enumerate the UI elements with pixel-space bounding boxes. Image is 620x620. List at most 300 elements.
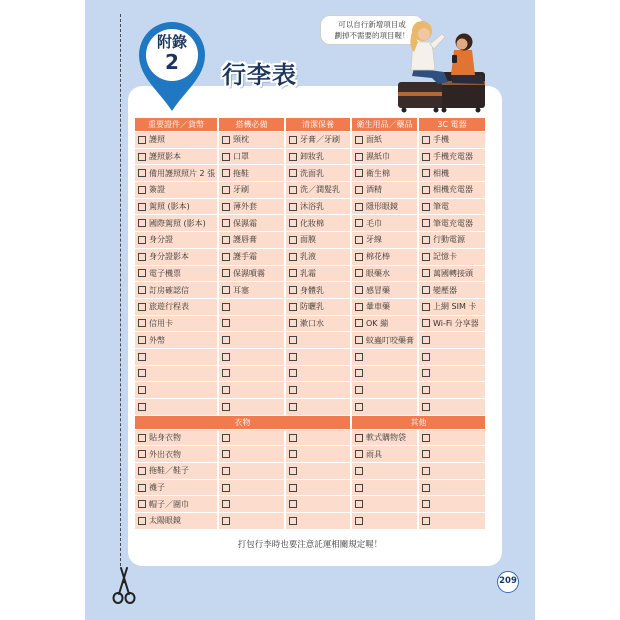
checkbox-icon: [138, 434, 146, 442]
checklist-item: [352, 232, 417, 248]
speech-bubble-line: 劃掉不需要的項目喔！: [334, 31, 410, 40]
checklist-item: [352, 496, 417, 512]
checklist-item: [219, 299, 284, 315]
checklist-item-label: 記憶卡: [433, 252, 457, 262]
footer-note: 打包行李時也要注意託運相關規定喔！: [237, 540, 383, 550]
checklist-item: [352, 299, 417, 315]
checklist-item-label: 外幣: [149, 335, 165, 345]
traveler-right: [451, 34, 484, 85]
checklist-item: [352, 165, 417, 181]
column-header: 重要證件／貨幣: [135, 118, 217, 131]
checklist-item: [352, 266, 417, 282]
checklist-item: [286, 316, 350, 332]
checkbox-icon: [138, 169, 146, 177]
checkbox-icon: [138, 319, 146, 327]
checkbox-icon: [355, 403, 363, 411]
checklist-item: [286, 513, 350, 529]
checklist-item: [286, 332, 350, 348]
checklist-item: [352, 316, 417, 332]
checklist-item: [419, 182, 485, 198]
checkbox-icon: [222, 253, 230, 261]
checklist-item: [135, 249, 217, 265]
checklist-item: [352, 215, 417, 231]
checkbox-icon: [222, 269, 230, 277]
checklist-item-label: 國際駕照 (影本): [149, 218, 206, 228]
checklist-item-label: 護手霜: [233, 252, 257, 262]
checkbox-icon: [138, 286, 146, 294]
checkbox-icon: [138, 336, 146, 344]
checklist-item: [419, 399, 485, 415]
checklist-item-label: 拖鞋: [233, 168, 249, 178]
checklist-item: [352, 132, 417, 148]
checkbox-icon: [222, 369, 230, 377]
checkbox-icon: [355, 467, 363, 475]
checklist-item-label: 保濕噴霧: [233, 268, 265, 278]
checklist-item: [219, 149, 284, 165]
checklist-item: [219, 132, 284, 148]
checklist-item: [135, 282, 217, 298]
checklist-item-label: 身體乳: [300, 285, 324, 295]
checklist-item: [419, 382, 485, 398]
checkbox-icon: [355, 269, 363, 277]
checkbox-icon: [138, 467, 146, 475]
checklist-item-label: 面膜: [300, 235, 316, 245]
checklist-item-label: 牙膏／牙刷: [300, 135, 340, 145]
checklist-table: [135, 118, 485, 529]
checkbox-icon: [138, 369, 146, 377]
checklist-item: [135, 513, 217, 529]
checkbox-icon: [355, 236, 363, 244]
checkbox-icon: [355, 517, 363, 525]
checkbox-icon: [138, 219, 146, 227]
checklist-item: [219, 182, 284, 198]
checklist-item: [352, 149, 417, 165]
checklist-item: [419, 430, 485, 446]
checkbox-icon: [138, 136, 146, 144]
checklist-item-label: 駕照 (影本): [149, 202, 190, 212]
checkbox-icon: [355, 136, 363, 144]
checklist-item-label: 卸妝乳: [300, 152, 324, 162]
checkbox-icon: [289, 319, 297, 327]
checkbox-icon: [289, 253, 297, 261]
checklist-item: [419, 480, 485, 496]
checkbox-icon: [422, 336, 430, 344]
page-title: 行李表: [222, 61, 297, 89]
checklist-item: [352, 349, 417, 365]
checkbox-icon: [222, 219, 230, 227]
checklist-item-label: OK 繃: [366, 318, 389, 328]
checklist-item: [286, 165, 350, 181]
checklist-item: [286, 282, 350, 298]
checklist-item: [135, 299, 217, 315]
checkbox-icon: [289, 386, 297, 394]
scissors-icon: [112, 566, 136, 604]
checkbox-icon: [222, 484, 230, 492]
checklist-item-label: 乳霜: [300, 268, 316, 278]
checklist-item: [135, 446, 217, 462]
speech-bubble-line: 可以自行新增項目或: [338, 20, 406, 29]
checklist-item: [219, 446, 284, 462]
checkbox-icon: [222, 450, 230, 458]
checklist-item-label: 蚊蟲叮咬藥膏: [366, 335, 414, 345]
travelers-illustration: [392, 12, 492, 114]
checkbox-icon: [138, 303, 146, 311]
checkbox-icon: [138, 403, 146, 411]
checklist-item: [352, 332, 417, 348]
checklist-item-label: 電子機票: [149, 268, 181, 278]
checkbox-icon: [222, 403, 230, 411]
checklist-item: [286, 232, 350, 248]
checkbox-icon: [138, 203, 146, 211]
checklist-item: [219, 480, 284, 496]
checklist-item: [135, 182, 217, 198]
checklist-item-label: 衛生棉: [366, 168, 390, 178]
checklist-item: [419, 366, 485, 382]
checkbox-icon: [222, 467, 230, 475]
checklist-item: [419, 316, 485, 332]
checklist-item: [286, 299, 350, 315]
checkbox-icon: [289, 500, 297, 508]
checkbox-icon: [422, 236, 430, 244]
checklist-item: [352, 446, 417, 462]
checklist-item-label: 簽證: [149, 185, 165, 195]
checklist-item-label: 沐浴乳: [300, 202, 324, 212]
checklist-item-label: 手機: [433, 135, 449, 145]
checkbox-icon: [355, 253, 363, 261]
checkbox-icon: [355, 319, 363, 327]
checkbox-icon: [222, 203, 230, 211]
checkbox-icon: [355, 484, 363, 492]
checklist-item: [286, 382, 350, 398]
checkbox-icon: [222, 353, 230, 361]
checkbox-icon: [355, 169, 363, 177]
checkbox-icon: [289, 186, 297, 194]
checkbox-icon: [289, 467, 297, 475]
checklist-item-label: 變壓器: [433, 285, 457, 295]
checkbox-icon: [422, 369, 430, 377]
checkbox-icon: [355, 336, 363, 344]
checklist-item: [135, 332, 217, 348]
checkbox-icon: [355, 369, 363, 377]
page-number: 209: [497, 571, 519, 593]
checklist-item: [286, 399, 350, 415]
checklist-item-label: 手機充電器: [433, 152, 473, 162]
checkbox-icon: [289, 153, 297, 161]
checklist-item: [219, 382, 284, 398]
checklist-item-label: 萬國轉接頭: [433, 268, 473, 278]
checklist-item-label: 外出衣物: [149, 449, 181, 459]
checklist-item-label: 耳塞: [233, 285, 249, 295]
checkbox-icon: [222, 136, 230, 144]
checkbox-icon: [289, 353, 297, 361]
checklist-item-label: 感冒藥: [366, 285, 390, 295]
checklist-item: [419, 282, 485, 298]
appendix-label: 附錄: [156, 33, 187, 51]
checkbox-icon: [422, 253, 430, 261]
column-header: 衣物: [135, 416, 350, 429]
checklist-item: [286, 249, 350, 265]
checklist-item: [219, 199, 284, 215]
checkbox-icon: [422, 517, 430, 525]
checklist-item: [219, 215, 284, 231]
checkbox-icon: [422, 219, 430, 227]
checklist-item: [419, 165, 485, 181]
checklist-item: [135, 165, 217, 181]
checklist-item: [352, 463, 417, 479]
checkbox-icon: [355, 219, 363, 227]
checklist-item: [419, 266, 485, 282]
checkbox-icon: [422, 386, 430, 394]
checkbox-icon: [138, 236, 146, 244]
checklist-item-label: 備用護照照片 2 張: [149, 168, 216, 178]
checkbox-icon: [289, 484, 297, 492]
checklist-item: [135, 496, 217, 512]
checklist-item: [219, 266, 284, 282]
checklist-item-label: 隱形眼鏡: [366, 202, 398, 212]
checklist-item: [219, 496, 284, 512]
checklist-item: [135, 382, 217, 398]
checklist-item: [419, 232, 485, 248]
column-header: 清潔保養: [286, 118, 350, 131]
checklist-item: [352, 366, 417, 382]
checkbox-icon: [222, 303, 230, 311]
checkbox-icon: [138, 153, 146, 161]
checklist-item: [286, 182, 350, 198]
checkbox-icon: [222, 434, 230, 442]
checklist-item: [286, 446, 350, 462]
checklist-item: [135, 349, 217, 365]
column-header: 衛生用品／藥品: [352, 118, 417, 131]
checklist-item-label: 護照影本: [149, 152, 181, 162]
checkbox-icon: [289, 286, 297, 294]
checklist-item: [135, 366, 217, 382]
checkbox-icon: [222, 186, 230, 194]
checkbox-icon: [422, 319, 430, 327]
checkbox-icon: [422, 484, 430, 492]
suitcase-left: [398, 82, 442, 113]
checklist-item: [352, 480, 417, 496]
checkbox-icon: [355, 500, 363, 508]
checklist-item: [419, 215, 485, 231]
checklist-item-label: 棉花棒: [366, 252, 390, 262]
checklist-item: [419, 299, 485, 315]
checklist-item: [135, 316, 217, 332]
checkbox-icon: [222, 517, 230, 525]
checklist-item: [419, 199, 485, 215]
checkbox-icon: [422, 136, 430, 144]
checklist-item: [419, 332, 485, 348]
checklist-item: [286, 266, 350, 282]
checkbox-icon: [138, 386, 146, 394]
checklist-item-label: 面紙: [366, 135, 382, 145]
checklist-item-label: 洗／潤髮乳: [300, 185, 340, 195]
checkbox-icon: [222, 153, 230, 161]
checkbox-icon: [422, 286, 430, 294]
checklist-item: [286, 496, 350, 512]
checkbox-icon: [222, 286, 230, 294]
checklist-item-label: 牙線: [366, 235, 382, 245]
checklist-item-label: 相機充電器: [433, 185, 473, 195]
checkbox-icon: [355, 386, 363, 394]
checkbox-icon: [138, 517, 146, 525]
checklist-item: [286, 199, 350, 215]
checklist-item: [219, 316, 284, 332]
checklist-item: [419, 349, 485, 365]
checklist-item: [219, 513, 284, 529]
checkbox-icon: [422, 353, 430, 361]
checklist-item: [419, 132, 485, 148]
checklist-item-label: 護唇膏: [233, 235, 257, 245]
checkbox-icon: [289, 236, 297, 244]
checklist-item: [419, 463, 485, 479]
checklist-item: [419, 496, 485, 512]
checklist-item-label: 訂房確認信: [149, 285, 189, 295]
dashed-cut-line: [120, 14, 121, 566]
checklist-item-label: 筆電充電器: [433, 218, 473, 228]
checklist-item-label: 洗面乳: [300, 168, 324, 178]
checklist-item-label: 襪子: [149, 483, 165, 493]
checklist-item: [135, 132, 217, 148]
checklist-item: [419, 249, 485, 265]
checklist-item: [219, 165, 284, 181]
checklist-item-label: 防曬乳: [300, 302, 324, 312]
checklist-item: [352, 282, 417, 298]
checkbox-icon: [289, 336, 297, 344]
checklist-item: [352, 430, 417, 446]
checklist-item-label: 濕紙巾: [366, 152, 390, 162]
checkbox-icon: [355, 203, 363, 211]
checklist-item-label: 化妝棉: [300, 218, 324, 228]
checklist-item: [286, 215, 350, 231]
checkbox-icon: [138, 353, 146, 361]
checkbox-icon: [222, 500, 230, 508]
checklist-item: [286, 349, 350, 365]
checkbox-icon: [355, 450, 363, 458]
checklist-item: [219, 349, 284, 365]
checkbox-icon: [138, 484, 146, 492]
checkbox-icon: [138, 450, 146, 458]
checkbox-icon: [222, 169, 230, 177]
checklist-item-label: 乳液: [300, 252, 316, 262]
checklist-item: [219, 282, 284, 298]
checklist-item: [135, 199, 217, 215]
checklist-item: [219, 366, 284, 382]
checklist-item: [135, 463, 217, 479]
appendix-badge: [137, 33, 207, 73]
checkbox-icon: [138, 500, 146, 508]
checklist-item-label: Wi-Fi 分享器: [433, 318, 479, 328]
checkbox-icon: [289, 203, 297, 211]
checklist-item: [286, 430, 350, 446]
checklist-item: [286, 480, 350, 496]
checkbox-icon: [289, 303, 297, 311]
checkbox-icon: [355, 303, 363, 311]
checklist-item-label: 筆電: [433, 202, 449, 212]
checklist-item-label: 拖鞋／鞋子: [149, 466, 189, 476]
checklist-item: [135, 399, 217, 415]
checkbox-icon: [422, 403, 430, 411]
checkbox-icon: [289, 269, 297, 277]
checklist-item: [135, 215, 217, 231]
checklist-item-label: 暈車藥: [366, 302, 390, 312]
checkbox-icon: [289, 517, 297, 525]
checkbox-icon: [289, 219, 297, 227]
checklist-item-label: 相機: [433, 168, 449, 178]
checkbox-icon: [355, 186, 363, 194]
checklist-item: [135, 232, 217, 248]
checklist-item-label: 雨具: [366, 449, 382, 459]
checklist-item-label: 身分證影本: [149, 252, 189, 262]
checklist-item: [286, 366, 350, 382]
checkbox-icon: [289, 450, 297, 458]
column-header: 其他: [352, 416, 485, 429]
checklist-item-label: 身分證: [149, 235, 173, 245]
appendix-number: 2: [165, 50, 179, 74]
checklist-item: [286, 149, 350, 165]
checklist-item-label: 行動電源: [433, 235, 465, 245]
checkbox-icon: [289, 403, 297, 411]
checklist-item: [419, 513, 485, 529]
checkbox-icon: [138, 186, 146, 194]
checklist-item: [352, 249, 417, 265]
checklist-item-label: 毛巾: [366, 218, 382, 228]
checklist-item: [135, 430, 217, 446]
checkbox-icon: [422, 153, 430, 161]
checkbox-icon: [355, 353, 363, 361]
checkbox-icon: [289, 434, 297, 442]
checklist-item: [352, 399, 417, 415]
checkbox-icon: [355, 286, 363, 294]
checklist-item: [219, 332, 284, 348]
checklist-item: [219, 232, 284, 248]
checklist-item-label: 酒精: [366, 185, 382, 195]
checklist-item-label: 上網 SIM 卡: [433, 302, 477, 312]
checkbox-icon: [422, 269, 430, 277]
checkbox-icon: [355, 434, 363, 442]
checkbox-icon: [422, 450, 430, 458]
checkbox-icon: [422, 169, 430, 177]
checklist-item: [352, 182, 417, 198]
column-header: 搭機必備: [219, 118, 284, 131]
traveler-left: [410, 21, 448, 84]
checklist-item: [135, 149, 217, 165]
checklist-item: [419, 446, 485, 462]
checkbox-icon: [422, 434, 430, 442]
checklist-item-label: 口罩: [233, 152, 249, 162]
checklist-item: [219, 430, 284, 446]
checkbox-icon: [355, 153, 363, 161]
checkbox-icon: [422, 467, 430, 475]
checklist-item-label: 太陽眼鏡: [149, 516, 181, 526]
checklist-item: [135, 480, 217, 496]
checklist-item: [352, 513, 417, 529]
column-header: 3C 電器: [419, 118, 485, 131]
checklist-item-label: 帽子／圍巾: [149, 499, 189, 509]
checklist-item: [352, 382, 417, 398]
checklist-item: [419, 149, 485, 165]
checkbox-icon: [289, 136, 297, 144]
checklist-item: [219, 399, 284, 415]
checklist-item-label: 漱口水: [300, 318, 324, 328]
checkbox-icon: [138, 253, 146, 261]
checkbox-icon: [138, 269, 146, 277]
checklist-item-label: 眼藥水: [366, 268, 390, 278]
checklist-item: [135, 266, 217, 282]
checklist-item: [286, 463, 350, 479]
checklist-item-label: 信用卡: [149, 318, 173, 328]
checkbox-icon: [222, 236, 230, 244]
checkbox-icon: [422, 303, 430, 311]
